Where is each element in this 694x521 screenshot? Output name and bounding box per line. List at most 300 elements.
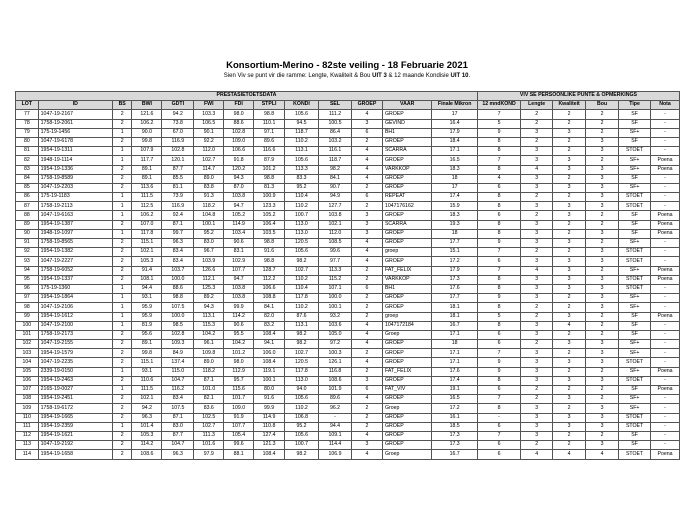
table-cell: 1 xyxy=(112,202,132,211)
table-cell: 1954-19-2463 xyxy=(38,376,112,385)
table-cell: STOET xyxy=(619,202,651,211)
table-cell: GROEP xyxy=(382,358,431,367)
table-cell: 1047-19-2100 xyxy=(38,321,112,330)
table-cell: STOET xyxy=(619,284,651,293)
table-row xyxy=(16,330,680,339)
table-cell: 79 xyxy=(16,128,39,137)
table-cell: 109.8 xyxy=(194,349,224,358)
table-cell: 103.2 xyxy=(319,137,352,146)
table-cell: GROEP xyxy=(382,340,431,349)
table-cell: 114 xyxy=(16,450,39,459)
table-cell: 2 xyxy=(352,404,383,413)
table-cell: 1047-19-2106 xyxy=(38,303,112,312)
table-cell: 96 xyxy=(16,284,39,293)
table-cell: 3 xyxy=(553,340,586,349)
table-cell: 83.8 xyxy=(194,183,224,192)
table-cell: - xyxy=(651,413,680,422)
table-cell: 104.7 xyxy=(162,376,194,385)
table-cell: 1047-19-2227 xyxy=(38,257,112,266)
table-cell: 114.2 xyxy=(224,312,254,321)
table-cell: 3 xyxy=(553,257,586,266)
table-cell: 3 xyxy=(586,257,619,266)
table-cell: 89.0 xyxy=(194,358,224,367)
table-cell: 80.0 xyxy=(254,386,285,395)
column-header: BS xyxy=(112,101,132,110)
table-cell: 102.1 xyxy=(132,395,162,404)
document-subtitle xyxy=(0,73,694,79)
table-cell: 94 xyxy=(16,266,39,275)
table-cell: 2 xyxy=(553,110,586,119)
column-header: ID xyxy=(38,101,112,110)
table-cell: Poena xyxy=(651,156,680,165)
table-cell: 3 xyxy=(352,229,383,238)
subtitle-bold-2: UIT 10 xyxy=(450,73,469,79)
table-cell: 3 xyxy=(586,294,619,303)
table-row xyxy=(16,441,680,450)
table-cell: 105.6 xyxy=(285,395,319,404)
table-cell: 105.4 xyxy=(224,431,254,440)
table-cell: 2 xyxy=(352,275,383,284)
table-cell: 17.1 xyxy=(432,358,477,367)
table-cell: 2 xyxy=(352,422,383,431)
table-cell: 1954-19-1621 xyxy=(38,431,112,440)
table-cell: 89.1 xyxy=(132,174,162,183)
table-cell: 113.3 xyxy=(319,266,352,275)
table-cell: 102.5 xyxy=(194,413,224,422)
table-cell: 116.9 xyxy=(162,202,194,211)
table-cell: 2 xyxy=(521,211,553,220)
table-cell: 107.7 xyxy=(224,422,254,431)
table-cell: 8 xyxy=(477,284,520,293)
table-cell: 4 xyxy=(352,340,383,349)
table-cell: 17.4 xyxy=(432,376,477,385)
table-cell: FAT_FELIX xyxy=(382,367,431,376)
table-cell: 4 xyxy=(553,450,586,459)
table-cell: GROEP xyxy=(382,441,431,450)
table-cell: 2 xyxy=(352,266,383,275)
table-cell: 115.1 xyxy=(132,358,162,367)
table-cell: 100.7 xyxy=(285,211,319,220)
table-cell: 19.3 xyxy=(432,220,477,229)
table-cell: 118.7 xyxy=(319,156,352,165)
table-cell: 91.6 xyxy=(254,395,285,404)
table-cell: 2 xyxy=(553,303,586,312)
table-cell: 97.9 xyxy=(194,450,224,459)
table-cell: 4 xyxy=(352,450,383,459)
table-cell: GROEP xyxy=(382,395,431,404)
table-row xyxy=(16,239,680,248)
table-cell: 3 xyxy=(586,303,619,312)
column-header: 12 mndKOND xyxy=(477,101,520,110)
table-cell: 98.8 xyxy=(254,239,285,248)
table-cell: 73.8 xyxy=(162,119,194,128)
table-cell: 115.1 xyxy=(132,239,162,248)
table-cell: 100.0 xyxy=(319,294,352,303)
table-cell: - xyxy=(651,248,680,257)
table-cell: 111.3 xyxy=(194,431,224,440)
table-row xyxy=(16,312,680,321)
table-cell: 99.9 xyxy=(224,303,254,312)
table-cell: 105 xyxy=(16,367,39,376)
table-cell: 17.1 xyxy=(432,349,477,358)
table-cell: 19.1 xyxy=(432,386,477,395)
table-cell: 84.1 xyxy=(319,174,352,183)
column-header: FDI xyxy=(224,101,254,110)
table-cell: 3 xyxy=(352,441,383,450)
table-cell: 87.1 xyxy=(162,220,194,229)
table-cell: 80 xyxy=(16,137,39,146)
subtitle-mid: & 12 maande Kondisie xyxy=(386,73,451,79)
table-cell: 100.3 xyxy=(319,349,352,358)
table-cell: 91.9 xyxy=(224,413,254,422)
table-cell: 98.8 xyxy=(162,294,194,303)
table-cell: 2 xyxy=(521,441,553,450)
table-cell: 2 xyxy=(112,110,132,119)
table-cell: 108.6 xyxy=(132,450,162,459)
table-cell: 110.6 xyxy=(132,376,162,385)
table-cell: Poena xyxy=(651,229,680,238)
table-cell: 18 xyxy=(432,174,477,183)
table-cell: 3 xyxy=(553,275,586,284)
table-cell: SF xyxy=(619,386,651,395)
table-cell: 1 xyxy=(112,294,132,303)
column-header: Tipe xyxy=(619,101,651,110)
table-cell: SF xyxy=(619,330,651,339)
table-cell: SF xyxy=(619,110,651,119)
table-cell: 98.8 xyxy=(254,110,285,119)
table-cell: 3 xyxy=(553,284,586,293)
table-cell: 118.2 xyxy=(194,202,224,211)
table-cell: 95.9 xyxy=(132,303,162,312)
table-cell: 175-19-1183 xyxy=(38,193,112,202)
table-cell: 17.6 xyxy=(432,367,477,376)
table-cell: 113.0 xyxy=(285,220,319,229)
table-row xyxy=(16,110,680,119)
table-row xyxy=(16,303,680,312)
table-cell: 98.8 xyxy=(254,257,285,266)
table-cell: 105.2 xyxy=(254,211,285,220)
table-cell: 82 xyxy=(16,156,39,165)
table-cell: 8 xyxy=(477,137,520,146)
table-cell: 92.4 xyxy=(162,211,194,220)
table-cell: 96.2 xyxy=(319,404,352,413)
column-header: FWI xyxy=(194,101,224,110)
table-row xyxy=(16,193,680,202)
table-cell: 88.6 xyxy=(224,119,254,128)
table-cell: 2 xyxy=(112,248,132,257)
table-cell: 112.0 xyxy=(194,147,224,156)
table-cell: 2 xyxy=(112,266,132,275)
table-cell: 113.1 xyxy=(285,147,319,156)
table-cell: - xyxy=(651,239,680,248)
table-row xyxy=(16,266,680,275)
table-cell: 3 xyxy=(553,211,586,220)
table-cell: 91.3 xyxy=(194,193,224,202)
table-cell: 3 xyxy=(521,358,553,367)
table-cell: 1954-19-1665 xyxy=(38,413,112,422)
table-cell: 3 xyxy=(521,294,553,303)
table-cell: - xyxy=(651,257,680,266)
table-cell: 113.0 xyxy=(285,229,319,238)
table-cell: 2 xyxy=(553,174,586,183)
column-header: Lengte xyxy=(521,101,553,110)
table-row xyxy=(16,284,680,293)
table-cell: 3 xyxy=(553,183,586,192)
table-cell: 2 xyxy=(553,404,586,413)
table-cell: 121.3 xyxy=(254,441,285,450)
table-cell: 2 xyxy=(553,137,586,146)
table-cell: 87.1 xyxy=(194,376,224,385)
table-cell: Poena xyxy=(651,220,680,229)
table-cell: 3 xyxy=(521,349,553,358)
table-cell: 5 xyxy=(477,119,520,128)
table-cell: SF xyxy=(619,174,651,183)
table-cell: GROEP xyxy=(382,294,431,303)
table-cell: 1758-19-2061 xyxy=(38,119,112,128)
table-cell: Groep xyxy=(382,450,431,459)
table-cell: Groep xyxy=(382,404,431,413)
table-cell: 108 xyxy=(16,395,39,404)
table-cell: 94.4 xyxy=(319,422,352,431)
table-cell: 92 xyxy=(16,248,39,257)
table-cell: 105.6 xyxy=(285,156,319,165)
table-cell: 17.6 xyxy=(432,284,477,293)
table-cell: 90.6 xyxy=(224,239,254,248)
table-cell: 116.6 xyxy=(254,147,285,156)
table-cell: 111.5 xyxy=(132,386,162,395)
table-cell: 2 xyxy=(586,312,619,321)
table-cell: 102.9 xyxy=(224,257,254,266)
table-row xyxy=(16,202,680,211)
table-cell: 2 xyxy=(521,340,553,349)
table-cell: 103.8 xyxy=(319,211,352,220)
table-cell: 95.2 xyxy=(285,422,319,431)
table-cell: 93.1 xyxy=(132,367,162,376)
table-cell: 108.4 xyxy=(254,330,285,339)
table-cell: 100.1 xyxy=(254,376,285,385)
table-cell: 9 xyxy=(477,239,520,248)
table-cell: 3 xyxy=(553,413,586,422)
table-cell: 2 xyxy=(112,450,132,459)
table-cell: 3 xyxy=(586,349,619,358)
table-cell: 110.8 xyxy=(254,422,285,431)
table-cell: 4 xyxy=(352,395,383,404)
table-cell: 104 xyxy=(16,358,39,367)
table-cell: 3 xyxy=(586,422,619,431)
table-cell: 94.0 xyxy=(285,386,319,395)
table-cell: 109.0 xyxy=(224,404,254,413)
table-cell: 16.7 xyxy=(432,321,477,330)
table-cell: GROEP xyxy=(382,137,431,146)
table-cell: 102.8 xyxy=(224,128,254,137)
table-cell: 2 xyxy=(112,137,132,146)
table-row xyxy=(16,367,680,376)
table-cell: 103.9 xyxy=(194,257,224,266)
table-row xyxy=(16,183,680,192)
table-cell: 1954-19-1337 xyxy=(38,275,112,284)
table-cell: 3 xyxy=(586,193,619,202)
table-cell: 98.0 xyxy=(224,110,254,119)
table-row xyxy=(16,156,680,165)
table-cell: 2 xyxy=(553,367,586,376)
table-cell: 17.4 xyxy=(432,193,477,202)
table-cell: 2 xyxy=(112,395,132,404)
table-cell: 18.3 xyxy=(432,165,477,174)
table-cell: 1047-19-2192 xyxy=(38,441,112,450)
table-cell: 89.1 xyxy=(132,165,162,174)
column-header: Kwaliteit xyxy=(553,101,586,110)
table-cell: 8 xyxy=(477,193,520,202)
column-header: LOT xyxy=(16,101,39,110)
table-cell: 99.6 xyxy=(224,441,254,450)
table-cell: Poena xyxy=(651,312,680,321)
table-cell: 103.4 xyxy=(224,229,254,238)
table-cell: 3 xyxy=(521,239,553,248)
table-cell: 103.3 xyxy=(194,110,224,119)
table-cell: 1948-19-1114 xyxy=(38,156,112,165)
table-row xyxy=(16,294,680,303)
table-cell: - xyxy=(651,330,680,339)
table-cell: STOET xyxy=(619,358,651,367)
table-cell: 110.4 xyxy=(285,284,319,293)
table-cell: SF+ xyxy=(619,165,651,174)
table-cell: 101.9 xyxy=(319,386,352,395)
table-cell: 4 xyxy=(352,358,383,367)
table-cell: 2 xyxy=(553,119,586,128)
table-cell: 111.2 xyxy=(319,110,352,119)
table-cell: 8 xyxy=(477,202,520,211)
table-cell: 100.0 xyxy=(162,312,194,321)
table-row xyxy=(16,358,680,367)
table-cell: 86.4 xyxy=(319,128,352,137)
table-cell: 99.7 xyxy=(162,229,194,238)
table-cell: SF xyxy=(619,220,651,229)
table-cell: 3 xyxy=(553,422,586,431)
table-cell: SF xyxy=(619,321,651,330)
table-cell: STOET xyxy=(619,248,651,257)
table-cell: 73.9 xyxy=(162,193,194,202)
table-cell: 102.7 xyxy=(285,266,319,275)
table-cell: 107.5 xyxy=(162,303,194,312)
table-cell: 96.3 xyxy=(162,450,194,459)
table-cell: SF+ xyxy=(619,303,651,312)
table-cell: 112.2 xyxy=(254,275,285,284)
table-cell: 103.5 xyxy=(254,229,285,238)
table-cell: 3 xyxy=(521,202,553,211)
table-cell: 99 xyxy=(16,312,39,321)
table-cell: 108.6 xyxy=(319,376,352,385)
table-cell: 107.0 xyxy=(132,220,162,229)
table-cell: VARKKOP xyxy=(382,275,431,284)
table-cell: 6 xyxy=(477,330,520,339)
table-cell: 98.5 xyxy=(162,321,194,330)
table-cell: 117.7 xyxy=(132,156,162,165)
table-cell: 101.0 xyxy=(194,386,224,395)
table-cell: 8 xyxy=(477,165,520,174)
column-header: Nota xyxy=(651,101,680,110)
table-cell: 109.3 xyxy=(162,340,194,349)
table-cell: STOET xyxy=(619,422,651,431)
table-cell: 1954-19-1864 xyxy=(38,294,112,303)
table-cell: 4 xyxy=(352,156,383,165)
table-cell: 87.1 xyxy=(162,413,194,422)
table-cell: 113.1 xyxy=(285,321,319,330)
table-cell: 115.3 xyxy=(194,321,224,330)
table-cell: 107.5 xyxy=(162,404,194,413)
table-cell: 106.5 xyxy=(194,119,224,128)
table-cell: 98 xyxy=(16,303,39,312)
table-cell: 3 xyxy=(586,248,619,257)
table-cell: 2 xyxy=(112,340,132,349)
table-cell: 102.7 xyxy=(285,349,319,358)
table-cell: 98.2 xyxy=(285,450,319,459)
table-cell: 87.6 xyxy=(285,312,319,321)
table-cell: Groep xyxy=(382,330,431,339)
table-cell: 1047172184 xyxy=(382,321,431,330)
table-cell: VARKKOP xyxy=(382,165,431,174)
table-cell: 102.7 xyxy=(194,422,224,431)
table-cell: 1047-19-6178 xyxy=(38,137,112,146)
table-cell: 2 xyxy=(521,312,553,321)
table-cell: 93 xyxy=(16,257,39,266)
table-row xyxy=(16,137,680,146)
table-cell: 2 xyxy=(521,395,553,404)
table-cell: 104.2 xyxy=(224,340,254,349)
table-cell: - xyxy=(651,174,680,183)
table-cell: - xyxy=(651,431,680,440)
table-cell: 3 xyxy=(352,376,383,385)
table-cell: 106.9 xyxy=(319,450,352,459)
table-cell: 1758-19-6052 xyxy=(38,266,112,275)
table-cell: 7 xyxy=(477,110,520,119)
table-cell: - xyxy=(651,294,680,303)
table-cell: 17 xyxy=(432,183,477,192)
table-cell: STOET xyxy=(619,450,651,459)
table-cell: 106.4 xyxy=(254,220,285,229)
table-cell: 100.7 xyxy=(285,441,319,450)
table-cell: 3 xyxy=(553,312,586,321)
table-cell: 100.1 xyxy=(319,303,352,312)
table-cell: 85.5 xyxy=(162,174,194,183)
table-cell: 3 xyxy=(586,284,619,293)
table-cell: 3 xyxy=(553,376,586,385)
table-row xyxy=(16,404,680,413)
table-cell: SF+ xyxy=(619,340,651,349)
table-cell: 4 xyxy=(352,431,383,440)
table-cell: 18.1 xyxy=(432,303,477,312)
table-row xyxy=(16,413,680,422)
table-body xyxy=(16,110,680,459)
table-cell: REPEAT xyxy=(382,193,431,202)
table-cell: 2 xyxy=(553,441,586,450)
table-cell: 3 xyxy=(553,239,586,248)
table-cell: 111.5 xyxy=(132,193,162,202)
table-cell: 116.2 xyxy=(162,386,194,395)
table-cell: 94.7 xyxy=(224,275,254,284)
table-cell: 121.6 xyxy=(132,110,162,119)
group-header-performance: PRESTASIETOETSDATA xyxy=(16,92,478,101)
table-cell: 102.8 xyxy=(162,330,194,339)
table-cell: 2 xyxy=(586,266,619,275)
table-cell: 16.7 xyxy=(432,450,477,459)
table-cell: 97.1 xyxy=(254,128,285,137)
table-cell: 2 xyxy=(521,110,553,119)
table-cell: 3 xyxy=(521,174,553,183)
table-cell: 2 xyxy=(553,431,586,440)
table-cell: 114.7 xyxy=(194,165,224,174)
table-cell: 4 xyxy=(521,165,553,174)
table-cell: SCARRA xyxy=(382,220,431,229)
